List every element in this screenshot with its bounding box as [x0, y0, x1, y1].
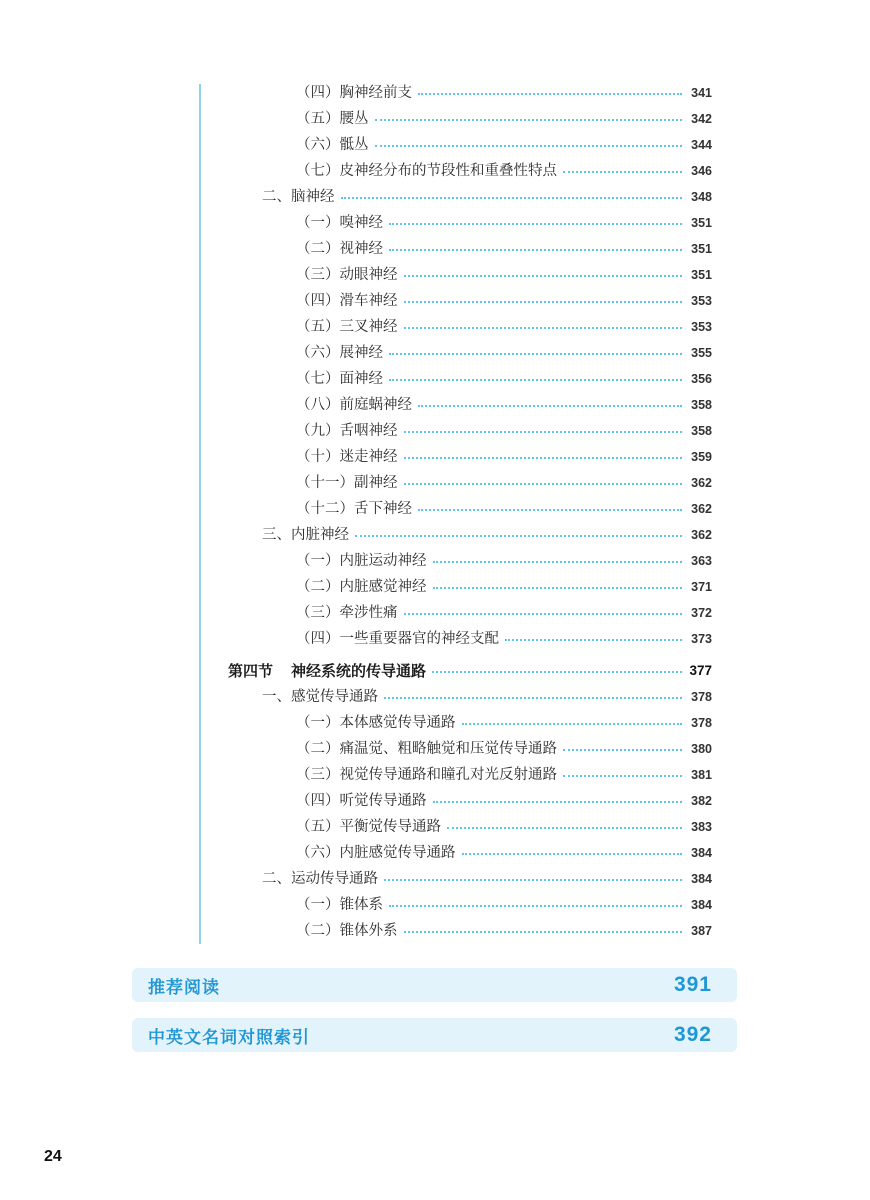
- recommended-reading-bar[interactable]: [132, 968, 737, 1002]
- toc-leader-dots: [389, 379, 682, 381]
- toc-entry-page: 372: [691, 606, 712, 620]
- toc-leader-dots: [433, 587, 683, 589]
- toc-entry[interactable]: [262, 684, 712, 710]
- toc-entry-label: （四）滑车神经: [296, 293, 398, 309]
- toc-entry-page: 377: [689, 663, 712, 678]
- toc-entry[interactable]: [262, 184, 712, 210]
- toc-leader-dots: [418, 93, 682, 95]
- toc-entry-page: 358: [691, 398, 712, 412]
- toc-entry[interactable]: [296, 444, 712, 470]
- toc-entry[interactable]: [296, 600, 712, 626]
- toc-section-tag: 第四节: [228, 662, 274, 680]
- toc-leader-dots: [563, 775, 682, 777]
- toc-entry-page: 362: [691, 528, 712, 542]
- toc-leader-dots: [462, 723, 683, 725]
- toc-entry[interactable]: [296, 366, 712, 392]
- toc-entry[interactable]: [296, 340, 712, 366]
- toc-entry-label: （六）内脏感觉传导通路: [296, 845, 456, 861]
- toc-entry-label: （六）展神经: [296, 345, 383, 361]
- toc-entry-label: （十）迷走神经: [296, 449, 398, 465]
- toc-entry-page: 387: [691, 924, 712, 938]
- recommended-reading-title: 推荐阅读: [148, 977, 220, 998]
- toc-leader-dots: [433, 801, 683, 803]
- toc-entry-label: 三、内脏神经: [262, 527, 349, 543]
- toc-entry[interactable]: [296, 918, 712, 944]
- toc-entry[interactable]: [296, 840, 712, 866]
- toc-entry-page: 382: [691, 794, 712, 808]
- toc-entry-label: （十一）副神经: [296, 475, 398, 491]
- toc-leader-dots: [355, 535, 682, 537]
- toc-entry[interactable]: [296, 496, 712, 522]
- toc-entry-label: （二）内脏感觉神经: [296, 579, 427, 595]
- toc-entry-page: 363: [691, 554, 712, 568]
- toc-entry[interactable]: [296, 710, 712, 736]
- glossary-index-page: 392: [673, 1023, 712, 1046]
- toc-entry-page: 378: [691, 716, 712, 730]
- toc-entry-page: 380: [691, 742, 712, 756]
- toc-entry-label: （一）内脏运动神经: [296, 553, 427, 569]
- toc-entry[interactable]: [296, 132, 712, 158]
- toc-leader-dots: [404, 483, 683, 485]
- toc-leader-dots: [563, 171, 682, 173]
- toc-entry-page: 342: [691, 112, 712, 126]
- toc-entry-page: 384: [691, 872, 712, 886]
- toc-entry-page: 384: [691, 898, 712, 912]
- toc-leader-dots: [404, 327, 683, 329]
- toc-entry-page: 353: [691, 294, 712, 308]
- toc-leader-dots: [563, 749, 682, 751]
- toc-entry-label: （三）动眼神经: [296, 267, 398, 283]
- page-number: 24: [44, 1148, 62, 1165]
- toc-entry-page: 351: [691, 268, 712, 282]
- glossary-index-title: 中英文名词对照索引: [148, 1027, 310, 1048]
- toc-leader-dots: [404, 931, 683, 933]
- toc-entry-label: （六）骶丛: [296, 137, 369, 153]
- toc-entry[interactable]: [296, 814, 712, 840]
- toc-entry[interactable]: [296, 80, 712, 106]
- toc-entry-label: （五）三叉神经: [296, 319, 398, 335]
- toc-entry[interactable]: [296, 158, 712, 184]
- toc-leader-dots: [418, 509, 682, 511]
- toc-entry-label: （四）胸神经前支: [296, 85, 412, 101]
- toc-entry-label: 二、运动传导通路: [262, 871, 378, 887]
- toc-entry[interactable]: [296, 736, 712, 762]
- toc-entry-page: 362: [691, 476, 712, 490]
- toc-entry-page: 351: [691, 216, 712, 230]
- toc-vertical-rule: [199, 84, 201, 944]
- toc-leader-dots: [375, 119, 683, 121]
- toc-entry-page: 378: [691, 690, 712, 704]
- toc-entry-page: 373: [691, 632, 712, 646]
- glossary-index-bar[interactable]: [132, 1018, 737, 1052]
- toc-entry[interactable]: [296, 262, 712, 288]
- toc-entry-page: 355: [691, 346, 712, 360]
- toc-entry-page: 353: [691, 320, 712, 334]
- toc-leader-dots: [404, 457, 683, 459]
- toc-entry[interactable]: [296, 548, 712, 574]
- toc-leader-dots: [432, 671, 682, 673]
- toc-entry-label: （五）腰丛: [296, 111, 369, 127]
- toc-entry-page: 346: [691, 164, 712, 178]
- toc-entry-page: 356: [691, 372, 712, 386]
- toc-entry-label: （十二）舌下神经: [296, 501, 412, 517]
- toc-entry-label: （三）视觉传导通路和瞳孔对光反射通路: [296, 767, 557, 783]
- toc-entry-label: （一）本体感觉传导通路: [296, 715, 456, 731]
- toc-entry[interactable]: [296, 392, 712, 418]
- toc-entry[interactable]: [296, 470, 712, 496]
- recommended-reading-page: 391: [673, 973, 712, 996]
- toc-entry-page: 358: [691, 424, 712, 438]
- toc-leader-dots: [404, 301, 683, 303]
- toc-entry-page: 383: [691, 820, 712, 834]
- toc-entry-label: （二）视神经: [296, 241, 383, 257]
- toc-entry-page: 351: [691, 242, 712, 256]
- toc-entry-page: 362: [691, 502, 712, 516]
- toc-entry-label: 二、脑神经: [262, 189, 335, 205]
- toc-leader-dots: [341, 197, 683, 199]
- toc-leader-dots: [384, 879, 682, 881]
- toc-leader-dots: [389, 223, 682, 225]
- toc-leader-dots: [418, 405, 682, 407]
- toc-entry-page: 381: [691, 768, 712, 782]
- toc-entry-label: （七）面神经: [296, 371, 383, 387]
- toc-entry-label: （五）平衡觉传导通路: [296, 819, 441, 835]
- toc-section-label: [228, 658, 426, 684]
- toc-entry[interactable]: [296, 288, 712, 314]
- toc-entry[interactable]: [296, 788, 712, 814]
- toc-leader-dots: [433, 561, 683, 563]
- toc-entry-label: （四）一些重要器官的神经支配: [296, 631, 499, 647]
- toc-entry-label: （一）嗅神经: [296, 215, 383, 231]
- toc-leader-dots: [462, 853, 683, 855]
- toc-entry-label: 一、感觉传导通路: [262, 689, 378, 705]
- toc-entry[interactable]: [296, 574, 712, 600]
- toc-entry-label: （四）听觉传导通路: [296, 793, 427, 809]
- toc-entry[interactable]: [296, 236, 712, 262]
- toc-entry[interactable]: [296, 314, 712, 340]
- toc-entry[interactable]: [296, 210, 712, 236]
- toc-entry-label: （七）皮神经分布的节段性和重叠性特点: [296, 163, 557, 179]
- toc-leader-dots: [404, 613, 683, 615]
- toc-leader-dots: [389, 249, 682, 251]
- toc-leader-dots: [447, 827, 682, 829]
- toc-entry[interactable]: [296, 106, 712, 132]
- toc-entry[interactable]: [262, 866, 712, 892]
- toc-entry-label: （九）舌咽神经: [296, 423, 398, 439]
- toc-entry-label: （一）锥体系: [296, 897, 383, 913]
- toc-leader-dots: [389, 353, 682, 355]
- toc-section-entry[interactable]: [228, 658, 712, 684]
- toc-entry[interactable]: [296, 892, 712, 918]
- toc-leader-dots: [389, 905, 682, 907]
- toc-entry-page: 359: [691, 450, 712, 464]
- toc-leader-dots: [404, 275, 683, 277]
- toc-entry-label: （八）前庭蜗神经: [296, 397, 412, 413]
- toc-entry-page: 384: [691, 846, 712, 860]
- toc-entry-page: 371: [691, 580, 712, 594]
- toc-leader-dots: [384, 697, 682, 699]
- toc-entry-page: 344: [691, 138, 712, 152]
- toc-entry-label: （三）牵涉性痛: [296, 605, 398, 621]
- toc-entry-label: （二）锥体外系: [296, 923, 398, 939]
- toc-leader-dots: [375, 145, 683, 147]
- toc-entry[interactable]: [296, 418, 712, 444]
- toc-entry-label: （二）痛温觉、粗略触觉和压觉传导通路: [296, 741, 557, 757]
- toc-entry[interactable]: [296, 762, 712, 788]
- toc-entry-page: 341: [691, 86, 712, 100]
- toc-entry-page: 348: [691, 190, 712, 204]
- toc-entry[interactable]: [296, 626, 712, 652]
- toc-entry[interactable]: [262, 522, 712, 548]
- toc-leader-dots: [505, 639, 682, 641]
- toc-section-title: 神经系统的传导通路: [291, 662, 427, 680]
- toc-leader-dots: [404, 431, 683, 433]
